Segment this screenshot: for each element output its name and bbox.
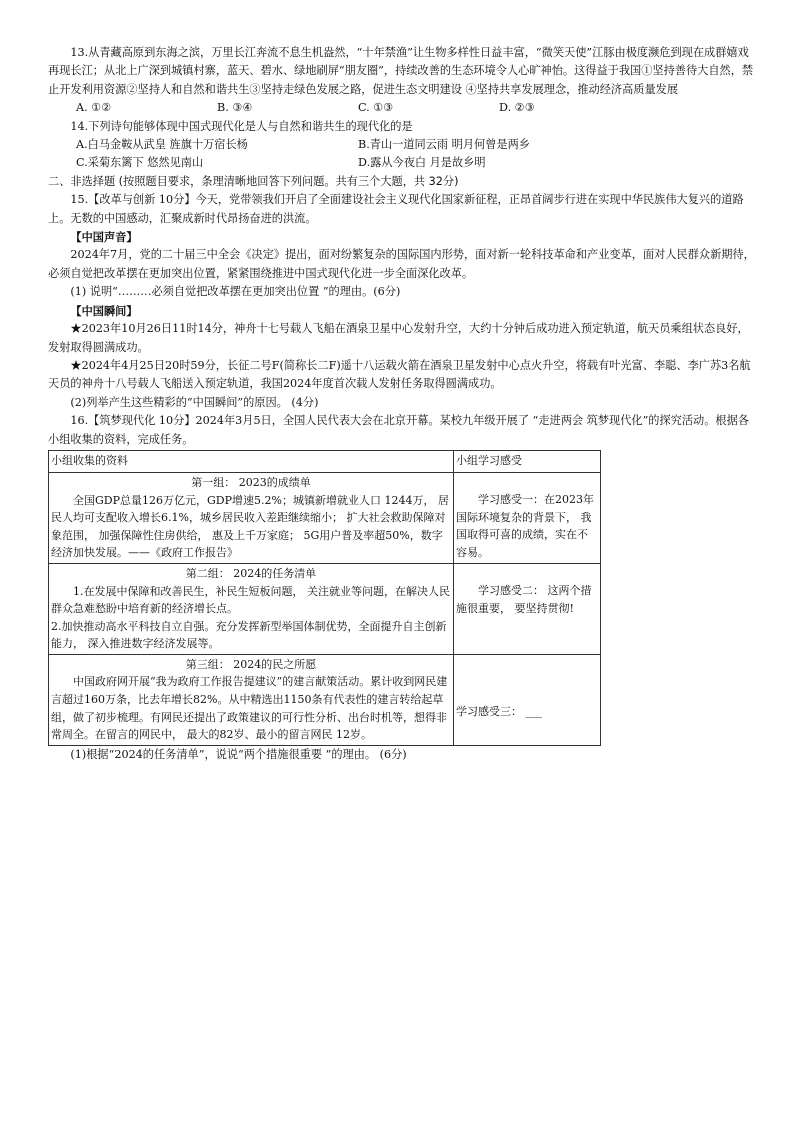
q14-option-a[interactable]: A.白马金鞍从武皇 旌旗十万宿长杨 <box>76 138 248 152</box>
q14-option-c[interactable]: C.采菊东篱下 悠然见南山 <box>76 156 204 170</box>
table-header-feelings: 小组学习感受 <box>454 450 601 472</box>
group1-body: 全国GDP总量126万亿元，GDP增速5.2%；城镇新增就业人口 1244万， 居民人均可支配收入增长6.1%，城乡居民收入差距继续缩小； 扩大社会救助保障对象范围， 加强保障性住房供给， 惠及上千万家庭； 5G用户普及率超50%，数字经济加快发展。——《政府工作报告》 <box>51 493 449 560</box>
q16-table <box>48 450 601 746</box>
q14-option-d[interactable]: D.露从今夜白 月是故乡明 <box>358 156 486 170</box>
q13-option-b[interactable]: B. ③④ <box>217 101 253 115</box>
q15-heading-china-voice: 【中国声音】 <box>70 230 138 245</box>
exam-page <box>48 44 756 764</box>
table-row <box>49 654 601 745</box>
q15-sub1: (1) 说明“………必须自觉把改革摆在更加突出位置 ”的理由。(6分) <box>70 285 401 299</box>
group2-feeling: 学习感受二： 这两个措施很重要， 要坚持贯彻! <box>456 583 592 615</box>
group2-title: 第二组： 2024的任务清单 <box>185 566 317 580</box>
q15-para1: 2024年7月，党的二十届三中全会《决定》提出，面对纷繁复杂的国际国内形势，面对新一轮科技革命和产业变革，面对人民群众新期待，必须自觉把改革摆在更加突出位置，紧紧围绕推进中国式现代化进一步全面深化改革。 <box>48 248 755 280</box>
q14-stem: 14.下列诗句能够体现中国式现代化是人与自然和谐共生的现代化的是 <box>70 119 413 133</box>
q15-sub2: (2)列举产生这些精彩的“中国瞬间”的原因。 (4分) <box>70 395 319 409</box>
q16-sub1: (1)根据“2024的任务清单”，说说“两个措施很重要 ”的理由。 (6分) <box>70 747 407 761</box>
table-row <box>49 472 601 563</box>
q16-intro: 16.【筑梦现代化 10分】2024年3月5日，全国人民代表大会在北京开幕。某校九年级开展了 “走进两会 筑梦现代化”的探究活动。根据各小组收集的资料，完成任务。 <box>48 414 749 446</box>
q13-option-a[interactable]: A. ①② <box>76 101 112 115</box>
group2-body: 1.在发展中保障和改善民生，补民生短板问题， 关注就业等问题，在解决人民群众急难愁盼中培育新的经济增长点。 2.加快推动高水平科技自立自强。充分发挥新型举国体制优势，全面提升自主创新能力， 深入推进数字经济发展等。 <box>51 584 450 651</box>
table-row <box>49 563 601 654</box>
group1-title: 第一组： 2023的成绩单 <box>191 475 311 489</box>
group3-title: 第三组： 2024的民之所愿 <box>185 657 317 671</box>
table-header-materials: 小组收集的资料 <box>49 450 454 472</box>
group3-feeling[interactable]: 学习感受三： ___ <box>456 704 542 718</box>
q13-stem: 13.从青藏高原到东海之滨，万里长江奔流不息生机盎然，“十年禁渔”让生物多样性日益丰富，“微笑天使”江豚由极度濒危到现在成群嬉戏再现长江；从北上广深到城镇村寨，蓝天、碧水、绿地刷屏“朋友圈”，持续改善的生态环境令人心旷神怡。这得益于我国①坚持善待大自然，禁止开发利用资源②坚持人和自然和谐共生③坚持走绿色发展之路，促进生态文明建设 ④坚持共享发展理念，推动经济高质量发展 <box>48 46 754 96</box>
q14-options <box>48 136 756 173</box>
q14-option-b[interactable]: B.青山一道同云雨 明月何曾是两乡 <box>358 138 530 152</box>
q15-intro: 15.【改革与创新 10分】今天，党带领我们开启了全面建设社会主义现代化国家新征程，正昂首阔步行进在实现中华民族伟大复兴的道路上。无数的中国感动，汇聚成新时代昂扬奋进的洪流。 <box>48 193 744 225</box>
q15-item1: ★2023年10月26日11时14分，神舟十七号载人飞船在酒泉卫星中心发射升空，大约十分钟后成功进入预定轨道，航天员乘组状态良好，发射取得圆满成功。 <box>48 322 749 354</box>
group1-feeling: 学习感受一：在2023年国际环境复杂的背景下， 我国取得可喜的成绩，实在不容易。 <box>456 492 594 559</box>
q15-item2: ★2024年4月25日20时59分，长征二号F(简称长二F)遥十八运载火箭在酒泉卫星发射中心点火升空，将载有叶光富、李聪、李广苏3名航天员的神舟十八号载人飞船送入预定轨道，我国2024年度首次载人发射任务取得圆满成功。 <box>48 358 751 391</box>
q13-options <box>48 99 756 117</box>
section-2-heading: 二、非选择题 (按照题目要求，条理清晰地回答下列问题。共有三个大题，共 32分) <box>48 174 459 188</box>
q13-option-d[interactable]: D. ②③ <box>499 101 535 115</box>
group3-body: 中国政府网开展“我为政府工作报告提建议”的建言献策活动。累计收到网民建言超过160万条，比去年增长82%。从中精选出1150条有代表性的建言转给起草组，做了初步梳理。有网民还提出了政策建议的可行性分析、出台时机等，想得非常周全。在留言的网民中， 最大的82岁、最小的留言网民 12岁。 <box>51 675 448 742</box>
q15-heading-china-moment: 【中国瞬间】 <box>70 303 138 318</box>
q13-option-c[interactable]: C. ①③ <box>358 101 394 115</box>
